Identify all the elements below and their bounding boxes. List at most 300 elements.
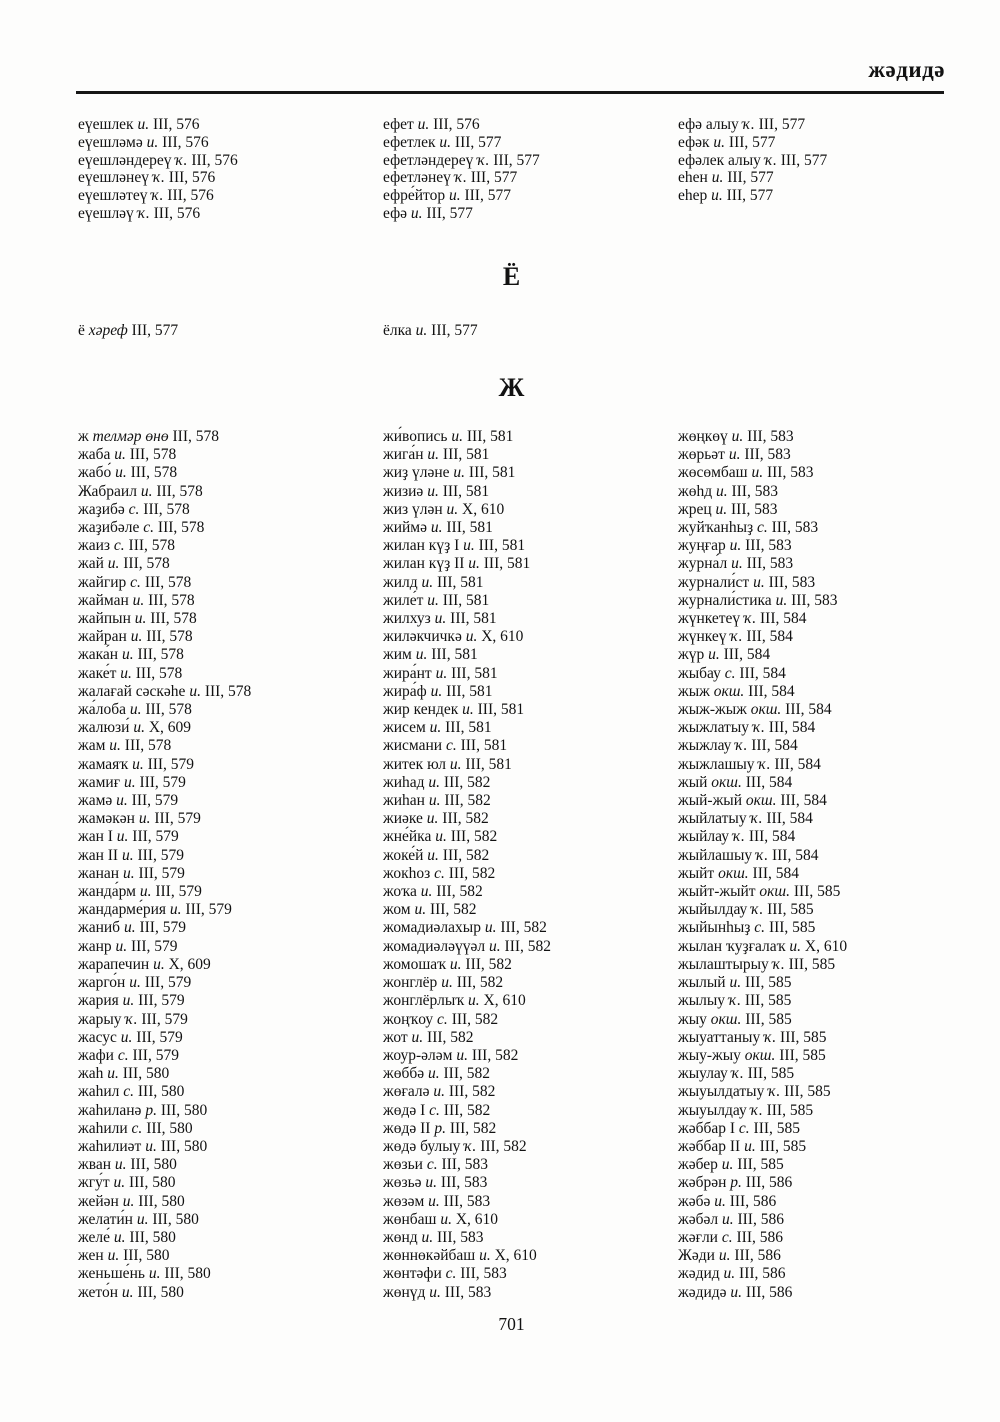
index-entry — [383, 1284, 683, 1302]
pos-label: с. — [738, 1119, 750, 1137]
volume-page-ref: III, 577 — [489, 151, 540, 169]
volume-page-ref: III, 585 — [775, 1046, 826, 1064]
pos-label: и. — [753, 573, 765, 591]
index-entry — [678, 574, 978, 592]
index-entry — [78, 187, 378, 205]
pos-label: ҡ. — [752, 719, 765, 737]
volume-page-ref: III, 585 — [765, 919, 816, 937]
volume-page-ref: III, 577 — [754, 116, 806, 133]
pos-label: и. — [428, 1192, 440, 1210]
headword: жамаяҡ — [78, 755, 129, 773]
index-entry — [678, 537, 978, 555]
pos-label: и. — [429, 1283, 441, 1301]
headword: ефә алыу — [678, 116, 739, 133]
volume-page-ref: III, 581 — [465, 464, 516, 482]
headword: жәббар I — [678, 1119, 736, 1137]
index-entry — [678, 683, 978, 701]
pos-label: и. — [120, 1028, 133, 1046]
index-entry — [678, 737, 978, 755]
volume-page-ref: III, 582 — [445, 1119, 497, 1137]
index-entry — [678, 428, 978, 446]
volume-page-ref: III, 584 — [719, 646, 771, 664]
index-entry — [383, 446, 683, 464]
index-entry — [78, 555, 378, 573]
volume-page-ref: III, 576 — [149, 204, 201, 222]
headword: жария — [78, 992, 119, 1010]
headword: ефетләндереү — [383, 151, 474, 169]
headword: жөдә булыу — [383, 1137, 461, 1155]
headword: жөнд — [383, 1228, 418, 1246]
headword: жөзьә — [383, 1174, 422, 1192]
pos-label: и. — [115, 464, 127, 482]
index-entry — [383, 428, 683, 446]
index-entry — [383, 1156, 683, 1174]
index-entry — [78, 810, 378, 828]
pos-label: телмәр өнө — [92, 428, 169, 445]
headword: жыйылдау — [678, 901, 748, 919]
headword: жанр — [78, 937, 112, 955]
volume-page-ref: III, 583 — [787, 591, 838, 609]
headword: жа́лоба — [78, 701, 126, 719]
volume-page-ref: III, 583 — [439, 1192, 491, 1210]
headword: журна́л — [678, 555, 728, 573]
volume-page-ref: III, 582 — [432, 883, 483, 901]
headword: жыулау — [678, 1065, 728, 1083]
index-entry — [78, 1247, 378, 1265]
headword: жонглёр — [383, 974, 438, 992]
index-entry — [678, 810, 978, 828]
volume-page-ref: III, 583 — [740, 446, 791, 464]
index-entry — [678, 901, 978, 919]
volume-page-ref: III, 585 — [780, 1083, 831, 1101]
volume-page-ref: III, 578 — [142, 628, 193, 646]
index-entry — [78, 665, 378, 683]
index-entry — [383, 1174, 683, 1192]
headword: жәғли — [678, 1228, 718, 1246]
volume-page-ref: III, 580 — [133, 1283, 184, 1301]
headword: жир кендек — [383, 701, 459, 719]
volume-page-ref: III, 584 — [744, 682, 795, 700]
volume-page-ref: III, 583 — [763, 464, 814, 482]
volume-page-ref: III, 585 — [743, 1065, 795, 1083]
volume-page-ref: III, 584 — [741, 773, 793, 791]
pos-label: с. — [445, 1265, 457, 1283]
index-entry — [383, 187, 683, 205]
index-entry — [678, 1011, 978, 1029]
pos-label: и. — [129, 701, 142, 719]
pos-label: и. — [132, 591, 145, 609]
index-entry — [383, 1047, 683, 1065]
headword: жандарме́рия — [78, 901, 167, 919]
headword: жайпын — [78, 610, 131, 628]
index-entry — [383, 919, 683, 937]
headword: жилхуз — [383, 610, 431, 628]
index-entry — [78, 974, 378, 992]
index-entry — [678, 1193, 978, 1211]
pos-label: и. — [711, 169, 724, 187]
volume-page-ref: X, 610 — [490, 1247, 537, 1265]
index-entry — [678, 1211, 978, 1229]
volume-page-ref: III, 579 — [133, 846, 184, 864]
index-entry — [78, 1047, 378, 1065]
headword: еһер — [678, 187, 708, 204]
pos-label: с. — [123, 1083, 135, 1101]
index-entry — [78, 1102, 378, 1120]
headword: жим — [383, 646, 412, 664]
index-entry — [383, 756, 683, 774]
index-entry — [678, 1247, 978, 1265]
index-entry — [383, 134, 683, 152]
index-entry — [383, 519, 683, 537]
volume-page-ref: III, 580 — [134, 1083, 185, 1101]
volume-page-ref: III, 577 — [722, 187, 774, 204]
pos-label: и. — [430, 682, 443, 700]
column-right — [678, 428, 978, 1302]
pos-label: и. — [729, 537, 742, 555]
headword: жафи — [78, 1046, 114, 1064]
index-entry — [78, 919, 378, 937]
index-entry — [78, 956, 378, 974]
volume-page-ref: III, 582 — [426, 901, 477, 919]
headword: жөзәм — [383, 1192, 425, 1210]
pos-label: ҡ. — [125, 1010, 138, 1028]
pos-label: с. — [434, 864, 445, 882]
headword: жый — [678, 773, 708, 791]
pos-label: и. — [435, 828, 447, 846]
headword: жуйҡанһыҙ — [678, 519, 754, 537]
pos-label: окш. — [710, 1010, 742, 1028]
index-entry — [383, 1120, 683, 1138]
volume-page-ref: III, 582 — [438, 810, 489, 828]
pos-label: с. — [113, 537, 125, 555]
pos-label: ҡ. — [151, 187, 164, 204]
index-entry — [383, 1138, 683, 1156]
pos-label: и. — [439, 133, 452, 151]
pos-label: и. — [107, 1065, 119, 1083]
volume-page-ref: III, 577 — [422, 204, 473, 222]
volume-page-ref: III, 586 — [735, 1265, 786, 1283]
volume-page-ref: X, 610 — [458, 500, 505, 518]
pos-label: и. — [123, 773, 136, 791]
volume-page-ref: III, 579 — [181, 901, 232, 919]
index-entry — [78, 865, 378, 883]
pos-label: и. — [428, 773, 441, 791]
pos-label: и. — [449, 755, 462, 773]
volume-page-ref: III, 581 — [442, 519, 493, 537]
pos-label: ҡ. — [477, 151, 490, 169]
index-entry — [78, 756, 378, 774]
index-entry — [383, 865, 683, 883]
volume-page-ref: III, 578 — [140, 573, 192, 591]
index-entry — [78, 646, 378, 664]
pos-label: и. — [731, 428, 744, 445]
headword: жом — [383, 901, 411, 919]
pos-label: и. — [132, 755, 144, 773]
headword: жайгир — [78, 573, 127, 591]
pos-label: и. — [451, 428, 464, 445]
pos-label: окш. — [713, 682, 745, 700]
pos-label: и. — [440, 1210, 452, 1228]
volume-page-ref: III, 579 — [134, 992, 185, 1010]
headword: ефетләнеү — [383, 169, 451, 187]
index-entry — [78, 205, 378, 223]
index-entry — [383, 1265, 683, 1283]
index-entry — [678, 1284, 978, 1302]
volume-page-ref: III, 579 — [140, 974, 192, 992]
volume-page-ref: III, 576 — [163, 187, 214, 204]
index-entry — [78, 719, 378, 737]
volume-page-ref: X, 610 — [479, 992, 526, 1010]
index-entry — [678, 483, 978, 501]
headword: жөдә I — [383, 1101, 426, 1119]
volume-page-ref: III, 584 — [764, 719, 816, 737]
pos-label: и. — [463, 537, 475, 555]
volume-page-ref: III, 581 — [456, 737, 508, 755]
index-entry — [678, 1065, 978, 1083]
headword: жаһ — [78, 1065, 104, 1083]
headword: жөғалә — [383, 1083, 430, 1101]
volume-page-ref: III, 577 — [460, 187, 511, 204]
headword: жиз үлән — [383, 500, 443, 518]
pos-label: и. — [789, 937, 802, 955]
index-entry — [78, 628, 378, 646]
volume-page-ref: III, 578 — [200, 682, 252, 700]
index-entry — [78, 322, 378, 340]
volume-page-ref: III, 581 — [447, 664, 498, 682]
headword: жаһиланә — [78, 1101, 142, 1119]
pos-label: и. — [449, 955, 462, 973]
headword: жуңғар — [678, 537, 726, 555]
index-entry — [78, 1011, 378, 1029]
headword: жүнкеү — [678, 628, 727, 646]
headword: жака́н — [78, 646, 119, 664]
index-entry — [78, 592, 378, 610]
index-entry — [678, 974, 978, 992]
index-entry — [678, 610, 978, 628]
headword: жыу — [678, 1010, 707, 1028]
headword: жира́ф — [383, 682, 427, 700]
headword: жүнкетеү — [678, 610, 741, 628]
headword: жөсөмбаш — [678, 464, 748, 482]
pos-label: и. — [729, 974, 742, 992]
volume-page-ref: III, 586 — [732, 1228, 783, 1246]
volume-page-ref: III, 578 — [124, 537, 176, 555]
headword: Жабраил — [78, 482, 137, 500]
pos-label: и. — [465, 628, 478, 646]
pos-label: и. — [129, 974, 141, 992]
index-entry — [383, 592, 683, 610]
pos-label: с. — [721, 1228, 733, 1246]
headword: жылый — [678, 974, 726, 992]
volume-page-ref: III, 582 — [461, 955, 512, 973]
pos-label: и. — [484, 919, 497, 937]
pos-label: и. — [715, 482, 728, 500]
pos-label: и. — [148, 1265, 161, 1283]
index-entry — [678, 1138, 978, 1156]
index-entry — [78, 992, 378, 1010]
volume-page-ref: III, 578 — [133, 646, 184, 664]
volume-page-ref: III, 582 — [452, 974, 504, 992]
volume-page-ref: III, 576 — [429, 116, 480, 133]
headword: жәбә — [678, 1192, 711, 1210]
headword: ефәк — [678, 133, 710, 151]
headword: жәдид — [678, 1265, 720, 1283]
headword: женьше́нь — [78, 1265, 145, 1283]
headword: жарыу — [78, 1010, 122, 1028]
volume-page-ref: III, 578 — [141, 701, 192, 719]
volume-page-ref: III, 579 — [135, 919, 186, 937]
pos-label: ҡ. — [731, 1065, 744, 1083]
pos-label: и. — [429, 719, 442, 737]
volume-page-ref: III, 581 — [446, 610, 497, 628]
pos-label: ҡ. — [464, 1137, 477, 1155]
volume-page-ref: III, 583 — [741, 537, 792, 555]
index-entry — [78, 938, 378, 956]
headword: жонглёрлыҡ — [383, 992, 465, 1010]
pos-label: и. — [420, 883, 433, 901]
index-entry — [383, 116, 683, 134]
pos-label: и. — [415, 646, 428, 664]
pos-label: и. — [744, 1137, 756, 1155]
volume-page-ref: III, 586 — [730, 1247, 781, 1265]
headword: жыйт-жыйт — [678, 883, 756, 901]
volume-page-ref: III, 578 — [154, 519, 205, 537]
pos-label: с. — [445, 737, 457, 755]
index-entry — [383, 774, 683, 792]
pos-label: и. — [113, 1174, 126, 1192]
headword: еүешләмә — [78, 133, 143, 151]
index-entry — [383, 555, 683, 573]
pos-label: и. — [137, 116, 150, 133]
volume-page-ref: III, 582 — [444, 1083, 496, 1101]
pos-label: и. — [479, 1247, 491, 1265]
volume-page-ref: III, 582 — [446, 828, 498, 846]
headword: жыжлатыу — [678, 719, 749, 737]
index-entry — [678, 774, 978, 792]
headword: еүешләндереү — [78, 151, 172, 169]
volume-page-ref: III, 577 — [127, 322, 179, 339]
volume-page-ref: III, 585 — [741, 1010, 792, 1028]
pos-label: и. — [121, 846, 134, 864]
headword: жәбәл — [678, 1210, 719, 1228]
volume-page-ref: III, 583 — [767, 519, 819, 537]
pos-label: ҡ. — [772, 955, 785, 973]
index-entry — [678, 555, 978, 573]
index-entry — [383, 464, 683, 482]
headword: жылыу — [678, 992, 726, 1010]
pos-label: и. — [116, 792, 128, 810]
volume-page-ref: III, 584 — [756, 610, 807, 628]
pos-label: с. — [130, 573, 141, 591]
index-entry — [78, 1120, 378, 1138]
pos-label: и. — [146, 133, 159, 151]
headword: жомошаҡ — [383, 955, 447, 973]
volume-page-ref: X, 610 — [801, 937, 848, 955]
headword: жокһоз — [383, 864, 431, 882]
volume-page-ref: III, 583 — [743, 428, 794, 445]
headword: жалюзи́ — [78, 719, 130, 737]
headword: жыуылдау — [678, 1101, 747, 1119]
volume-page-ref: III, 584 — [748, 864, 800, 882]
headword: жилан күҙ II — [383, 555, 465, 573]
headword: жаба — [78, 446, 111, 464]
volume-page-ref: III, 585 — [749, 1119, 801, 1137]
headword: жи́вопись — [383, 428, 448, 445]
headword: жан I — [78, 828, 113, 846]
headword: жилан күҙ I — [383, 537, 460, 555]
volume-page-ref: III, 585 — [741, 974, 792, 992]
headword: жиһад — [383, 773, 425, 791]
pos-label: ҡ. — [750, 810, 763, 828]
index-entry — [678, 1120, 978, 1138]
index-entry — [383, 719, 683, 737]
volume-page-ref: III, 582 — [447, 1010, 499, 1028]
pos-label: с. — [426, 1156, 438, 1174]
index-entry — [78, 574, 378, 592]
index-entry — [678, 956, 978, 974]
index-entry — [678, 116, 978, 134]
volume-page-ref: III, 583 — [727, 482, 778, 500]
headword: жне́йка — [383, 828, 432, 846]
headword: жалағай сәскәһе — [78, 682, 186, 700]
index-entry — [678, 938, 978, 956]
headword: жаҙибә — [78, 500, 125, 518]
index-entry — [383, 1065, 683, 1083]
pos-label: и. — [718, 1247, 731, 1265]
volume-page-ref: III, 580 — [125, 1174, 176, 1192]
pos-label: с. — [429, 1101, 440, 1119]
headword: жомадиәләүүәл — [383, 937, 486, 955]
headword: журнали́ст — [678, 573, 750, 591]
volume-page-ref: III, 579 — [132, 1028, 183, 1046]
volume-page-ref: III, 581 — [438, 482, 490, 500]
headword: журнали́стика — [678, 591, 772, 609]
headword: жам — [78, 737, 106, 755]
pos-label: и. — [109, 737, 121, 755]
volume-page-ref: III, 578 — [168, 428, 220, 445]
pos-label: ҡ. — [454, 169, 467, 187]
pos-label: и. — [456, 1046, 468, 1064]
pos-label: и. — [169, 901, 182, 919]
volume-page-ref: III, 584 — [735, 664, 786, 682]
index-entry — [78, 134, 378, 152]
volume-page-ref: III, 583 — [437, 1174, 488, 1192]
pos-label: и. — [721, 1156, 734, 1174]
headword: жизиә — [383, 482, 424, 500]
headword: жыжлашыу — [678, 755, 755, 773]
headword: жрец — [678, 500, 712, 518]
headword: жаке́т — [78, 664, 117, 682]
pos-label: с. — [131, 1119, 143, 1137]
index-entry — [678, 828, 978, 846]
volume-page-ref: X, 610 — [451, 1210, 499, 1228]
headword: ефәлек алыу — [678, 151, 761, 169]
volume-page-ref: III, 584 — [770, 755, 821, 773]
headword: ефетлек — [383, 133, 436, 151]
pos-label: и. — [723, 1265, 736, 1283]
index-entry — [78, 1156, 378, 1174]
pos-label: и. — [414, 901, 427, 919]
index-entry — [383, 883, 683, 901]
index-entry — [383, 665, 683, 683]
headword: жейән — [78, 1192, 119, 1210]
volume-page-ref: III, 580 — [126, 1156, 177, 1174]
pos-label: и. — [121, 646, 134, 664]
pos-label: ҡ. — [728, 992, 741, 1010]
headword: жиәке — [383, 810, 423, 828]
volume-page-ref: III, 583 — [742, 555, 794, 573]
headword: жыж — [678, 682, 710, 700]
